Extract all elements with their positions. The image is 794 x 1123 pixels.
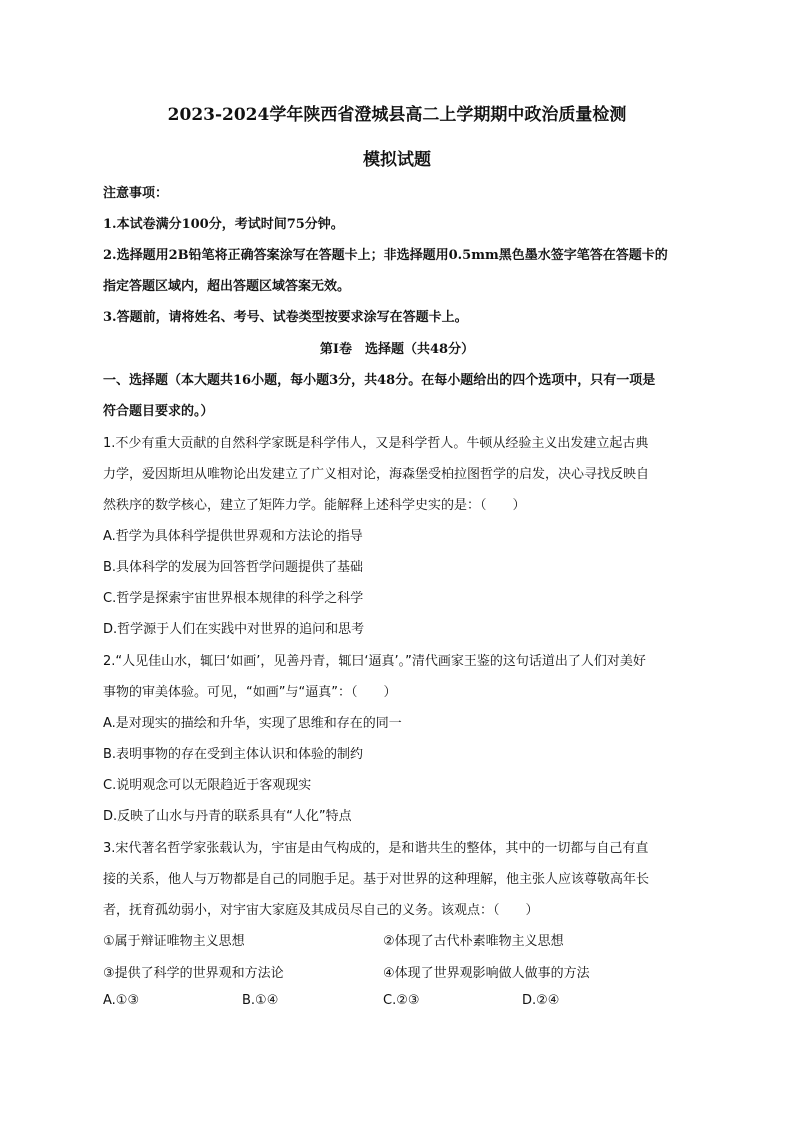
notice-item-3: 3.答题前，请将姓名、考号、试卷类型按要求涂写在答题卡上。 [103,310,468,325]
q3-option-d: D.②④ [522,993,560,1008]
q2-option-a: A.是对现实的描绘和升华，实现了思维和存在的同一 [103,716,402,731]
q3-option-c: C.②③ [383,993,420,1008]
q3-option-a: A.①③ [103,993,140,1008]
q3-stem-line-3: 者，抚育孤幼弱小，对宇宙大家庭及其成员尽自己的义务。该观点：（ ） [103,903,539,918]
notice-item-2-line-2: 指定答题区域内，超出答题区域答案无效。 [103,279,351,294]
q1-option-a: A.哲学为具体科学提供世界观和方法论的指导 [103,529,363,544]
q3-statement-1: ①属于辩证唯物主义思想 [103,934,245,949]
q2-option-d: D.反映了山水与丹青的联系具有“人化”特点 [103,809,352,824]
volume-title: 第Ⅰ卷 选择题（共48分） [319,342,475,357]
q1-option-c: C.哲学是探索宇宙世界根本规律的科学之科学 [103,591,364,606]
q3-statement-2: ②体现了古代朴素唯物主义思想 [383,934,564,949]
q1-option-d: D.哲学源于人们在实践中对世界的追问和思考 [103,622,365,637]
exam-title: 2023-2024学年陕西省澄城县高二上学期期中政治质量检测 [167,105,627,125]
part-instructions-line-1: 一、选择题（本大题共16小题，每小题3分，共48分。在每小题给出的四个选项中，只有一项是 [103,373,656,388]
q3-statement-3: ③提供了科学的世界观和方法论 [103,966,284,981]
q3-stem-line-2: 接的关系，他人与万物都是自己的同胞手足。基于对世界的这种理解，他主张人应该尊敬高年长 [103,872,650,887]
notice-item-2-line-1: 2.选择题用2B铅笔将正确答案涂写在答题卡上；非选择题用0.5mm黑色墨水签字笔答在答题卡的 [103,248,668,263]
q3-stem-line-1: 3.宋代著名哲学家张载认为，宇宙是由气构成的，是和谐共生的整体，其中的一切都与自己有直 [103,841,649,856]
q1-stem-line-1: 1.不少有重大贡献的自然科学家既是科学伟人，又是科学哲人。牛顿从经验主义出发建立起古典 [103,436,649,451]
q1-stem-line-2: 力学，爱因斯坦从唯物论出发建立了广义相对论，海森堡受柏拉图哲学的启发，决心寻找反映自 [103,467,650,482]
q2-option-c: C.说明观念可以无限趋近于客观现实 [103,778,312,793]
notice-item-1: 1.本试卷满分100分，考试时间75分钟。 [103,217,344,232]
q3-option-b: B.①④ [242,993,279,1008]
q1-option-b: B.具体科学的发展为回答哲学问题提供了基础 [103,560,364,575]
q2-stem-line-1: 2.“人见佳山水，辄曰‘如画’，见善丹青，辄曰‘逼真’。”清代画家王鉴的这句话道出了人们对美好 [103,654,646,669]
q1-stem-line-3: 然秩序的数学核心，建立了矩阵力学。能解释上述科学史实的是：（ ） [103,498,526,513]
q2-option-b: B.表明事物的存在受到主体认识和体验的制约 [103,747,364,762]
exam-subtitle: 模拟试题 [363,150,431,170]
notice-heading: 注意事项： [103,186,169,201]
q3-statement-4: ④体现了世界观影响做人做事的方法 [383,966,590,981]
part-instructions-line-2: 符合题目要求的。） [103,404,214,419]
q2-stem-line-2: 事物的审美体验。可见，“如画”与“逼真”：（ ） [103,685,397,700]
